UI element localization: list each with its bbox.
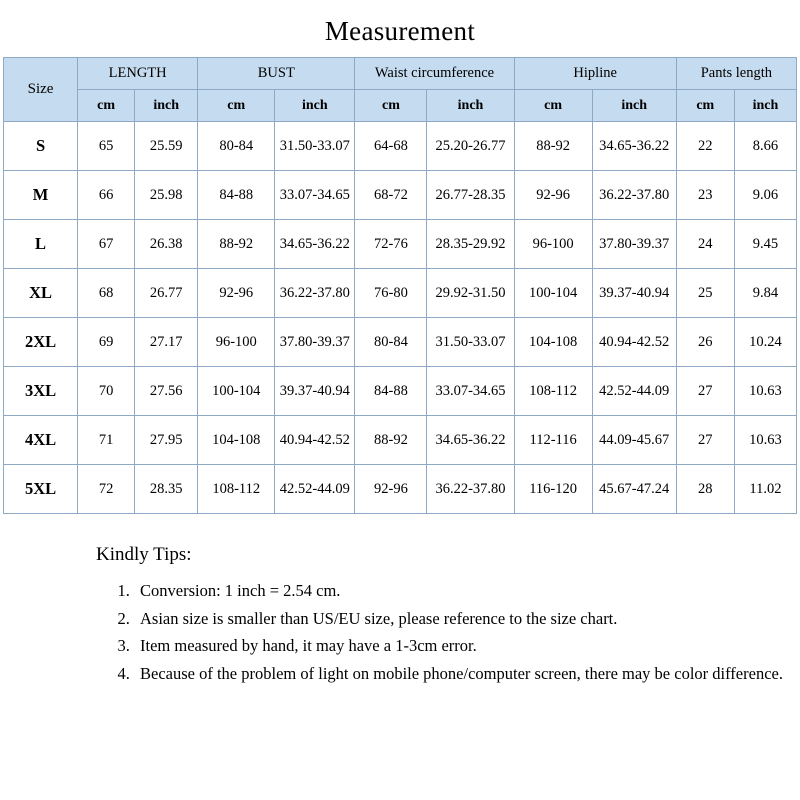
cell-length-cm: 65 xyxy=(78,122,135,171)
cell-waist-inch: 31.50-33.07 xyxy=(427,318,514,367)
size-label: M xyxy=(4,171,78,220)
list-item: 4. Because of the problem of light on mobile phone/computer screen, there may be color difference. xyxy=(134,661,800,688)
cell-hipline-cm: 92-96 xyxy=(514,171,592,220)
measurement-table xyxy=(3,57,797,514)
list-item: 3. Item measured by hand, it may have a 1-3cm error. xyxy=(134,633,800,660)
cell-pants-inch: 8.66 xyxy=(734,122,796,171)
cell-bust-inch: 37.80-39.37 xyxy=(275,318,355,367)
cell-pants-cm: 23 xyxy=(676,171,734,220)
unit-header: cm xyxy=(514,90,592,122)
cell-waist-inch: 33.07-34.65 xyxy=(427,367,514,416)
cell-pants-inch: 9.06 xyxy=(734,171,796,220)
cell-bust-inch: 34.65-36.22 xyxy=(275,220,355,269)
cell-length-cm: 67 xyxy=(78,220,135,269)
cell-pants-cm: 24 xyxy=(676,220,734,269)
unit-header: inch xyxy=(275,90,355,122)
size-label: XL xyxy=(4,269,78,318)
cell-pants-inch: 9.45 xyxy=(734,220,796,269)
size-label: 5XL xyxy=(4,465,78,514)
cell-waist-cm: 76-80 xyxy=(355,269,427,318)
unit-header: cm xyxy=(355,90,427,122)
cell-hipline-inch: 37.80-39.37 xyxy=(592,220,676,269)
size-label: 3XL xyxy=(4,367,78,416)
cell-pants-cm: 28 xyxy=(676,465,734,514)
list-item: 1. Conversion: 1 inch = 2.54 cm. xyxy=(134,578,800,605)
unit-header: cm xyxy=(198,90,275,122)
cell-waist-inch: 26.77-28.35 xyxy=(427,171,514,220)
cell-pants-inch: 10.63 xyxy=(734,416,796,465)
cell-pants-cm: 27 xyxy=(676,416,734,465)
cell-length-cm: 68 xyxy=(78,269,135,318)
table-row xyxy=(4,465,797,514)
cell-length-inch: 27.95 xyxy=(135,416,198,465)
list-item: 2. Asian size is smaller than US/EU size, please reference to the size chart. xyxy=(134,606,800,633)
table-group-header-row xyxy=(4,58,797,90)
cell-bust-cm: 100-104 xyxy=(198,367,275,416)
unit-header: cm xyxy=(78,90,135,122)
tips-list xyxy=(96,578,800,688)
cell-hipline-inch: 42.52-44.09 xyxy=(592,367,676,416)
cell-hipline-cm: 96-100 xyxy=(514,220,592,269)
size-label: S xyxy=(4,122,78,171)
cell-pants-inch: 11.02 xyxy=(734,465,796,514)
cell-waist-cm: 68-72 xyxy=(355,171,427,220)
cell-waist-cm: 88-92 xyxy=(355,416,427,465)
cell-bust-cm: 80-84 xyxy=(198,122,275,171)
cell-pants-cm: 26 xyxy=(676,318,734,367)
cell-length-inch: 25.98 xyxy=(135,171,198,220)
cell-length-inch: 26.77 xyxy=(135,269,198,318)
cell-length-cm: 69 xyxy=(78,318,135,367)
cell-hipline-inch: 39.37-40.94 xyxy=(592,269,676,318)
table-head xyxy=(4,58,797,122)
column-header-size: Size xyxy=(4,58,78,122)
column-header-hipline: Hipline xyxy=(514,58,676,90)
cell-hipline-inch: 36.22-37.80 xyxy=(592,171,676,220)
cell-pants-cm: 25 xyxy=(676,269,734,318)
cell-hipline-cm: 88-92 xyxy=(514,122,592,171)
cell-waist-inch: 25.20-26.77 xyxy=(427,122,514,171)
cell-waist-inch: 36.22-37.80 xyxy=(427,465,514,514)
unit-header: inch xyxy=(427,90,514,122)
column-header-pants-length: Pants length xyxy=(676,58,796,90)
column-header-bust: BUST xyxy=(198,58,355,90)
cell-hipline-inch: 45.67-47.24 xyxy=(592,465,676,514)
table-row xyxy=(4,367,797,416)
cell-pants-cm: 27 xyxy=(676,367,734,416)
column-header-length: LENGTH xyxy=(78,58,198,90)
cell-bust-inch: 42.52-44.09 xyxy=(275,465,355,514)
unit-header: inch xyxy=(135,90,198,122)
unit-header: inch xyxy=(592,90,676,122)
cell-waist-cm: 80-84 xyxy=(355,318,427,367)
cell-hipline-cm: 108-112 xyxy=(514,367,592,416)
cell-hipline-inch: 40.94-42.52 xyxy=(592,318,676,367)
page-title: Measurement xyxy=(324,16,476,46)
cell-hipline-inch: 44.09-45.67 xyxy=(592,416,676,465)
table-row xyxy=(4,171,797,220)
cell-waist-cm: 92-96 xyxy=(355,465,427,514)
cell-waist-cm: 84-88 xyxy=(355,367,427,416)
table-row xyxy=(4,416,797,465)
unit-header: cm xyxy=(676,90,734,122)
cell-bust-cm: 108-112 xyxy=(198,465,275,514)
cell-bust-cm: 84-88 xyxy=(198,171,275,220)
column-header-waist-circumference: Waist circumference xyxy=(355,58,514,90)
cell-bust-cm: 88-92 xyxy=(198,220,275,269)
cell-length-inch: 25.59 xyxy=(135,122,198,171)
cell-bust-cm: 104-108 xyxy=(198,416,275,465)
table-row xyxy=(4,220,797,269)
cell-pants-inch: 10.63 xyxy=(734,367,796,416)
cell-bust-inch: 39.37-40.94 xyxy=(275,367,355,416)
cell-hipline-cm: 104-108 xyxy=(514,318,592,367)
cell-hipline-cm: 112-116 xyxy=(514,416,592,465)
cell-bust-cm: 96-100 xyxy=(198,318,275,367)
cell-length-inch: 28.35 xyxy=(135,465,198,514)
size-label: 4XL xyxy=(4,416,78,465)
cell-length-inch: 27.56 xyxy=(135,367,198,416)
size-label: 2XL xyxy=(4,318,78,367)
cell-length-inch: 27.17 xyxy=(135,318,198,367)
table-unit-header-row xyxy=(4,90,797,122)
cell-waist-inch: 29.92-31.50 xyxy=(427,269,514,318)
cell-hipline-cm: 116-120 xyxy=(514,465,592,514)
cell-bust-inch: 36.22-37.80 xyxy=(275,269,355,318)
cell-waist-cm: 64-68 xyxy=(355,122,427,171)
kindly-tips-section xyxy=(96,544,800,688)
cell-length-inch: 26.38 xyxy=(135,220,198,269)
table-row xyxy=(4,318,797,367)
cell-pants-cm: 22 xyxy=(676,122,734,171)
cell-hipline-cm: 100-104 xyxy=(514,269,592,318)
table-body xyxy=(4,122,797,514)
cell-hipline-inch: 34.65-36.22 xyxy=(592,122,676,171)
cell-bust-inch: 31.50-33.07 xyxy=(275,122,355,171)
cell-pants-inch: 9.84 xyxy=(734,269,796,318)
cell-bust-cm: 92-96 xyxy=(198,269,275,318)
cell-length-cm: 71 xyxy=(78,416,135,465)
cell-bust-inch: 33.07-34.65 xyxy=(275,171,355,220)
cell-waist-inch: 28.35-29.92 xyxy=(427,220,514,269)
unit-header: inch xyxy=(734,90,796,122)
cell-waist-cm: 72-76 xyxy=(355,220,427,269)
cell-pants-inch: 10.24 xyxy=(734,318,796,367)
cell-length-cm: 70 xyxy=(78,367,135,416)
tips-heading: Kindly Tips: xyxy=(96,544,192,565)
cell-length-cm: 66 xyxy=(78,171,135,220)
size-label: L xyxy=(4,220,78,269)
cell-waist-inch: 34.65-36.22 xyxy=(427,416,514,465)
cell-length-cm: 72 xyxy=(78,465,135,514)
table-row xyxy=(4,269,797,318)
cell-bust-inch: 40.94-42.52 xyxy=(275,416,355,465)
table-row xyxy=(4,122,797,171)
